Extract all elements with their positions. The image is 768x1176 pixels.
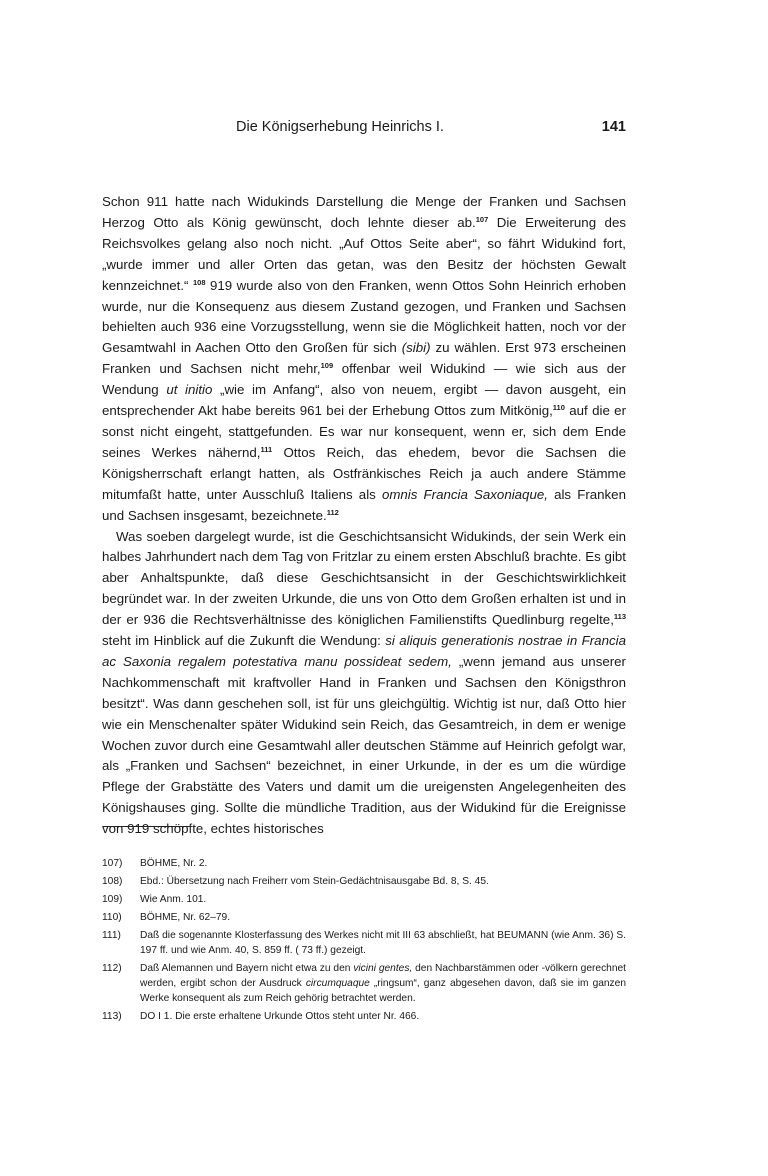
footnote-ref: 107	[475, 214, 489, 224]
footnote	[102, 928, 626, 958]
footnote-number: 109)	[102, 894, 123, 905]
latin-phrase: ut initio	[166, 382, 213, 398]
footnote-text: BÖHME, Nr. 2.	[140, 858, 208, 869]
footnotes	[102, 856, 626, 1027]
footnote-number: 110)	[102, 912, 122, 923]
footnote-text: Daß die sogenannte Klosterfassung des Werkes nicht mit III 63 abschließt, hat BEUMANN (wie Anm. 36) S. 197 ff. und wie Anm. 40, S. 859 ff. ( 73 ff.) gezeigt.	[140, 930, 626, 956]
footnote-number: 111)	[102, 930, 121, 941]
footnote	[102, 910, 626, 925]
latin-phrase: si aliquis generationis nostrae in Francia ac Saxonia regalem potestativa manu possideat sedem,	[102, 633, 626, 669]
footnote-ref: 113	[613, 612, 626, 622]
footnote-text: Wie Anm. 101.	[140, 894, 207, 905]
latin-phrase: omnis Francia Saxoniaque,	[381, 486, 548, 502]
footnote-ref: 108	[192, 277, 206, 287]
footnote	[102, 961, 626, 1006]
footnote-text: DO I 1. Die erste erhaltene Urkunde Ottos steht unter Nr. 466.	[140, 1011, 420, 1022]
footnote	[102, 856, 626, 871]
footnote	[102, 1009, 626, 1024]
footnote-ref: 110	[552, 403, 565, 413]
footnote	[102, 892, 626, 907]
footnote-text: Ebd.: Übersetzung nach Freiherr vom Stein-Gedächtnisausgabe Bd. 8, S. 45.	[140, 876, 489, 887]
latin-phrase: vicini gentes,	[353, 963, 413, 974]
footnote-number: 108)	[102, 876, 123, 887]
footnote-ref: 112	[326, 507, 339, 517]
footnote-number: 113)	[102, 1011, 122, 1022]
latin-phrase: (sibi)	[401, 340, 431, 356]
footnote-number: 112)	[102, 963, 122, 974]
footnote-separator	[103, 826, 189, 827]
footnote-text: Daß Alemannen und Bayern nicht etwa zu den vicini gentes, den Nachbarstämmen oder -völkern gerechnet werden, ergibt schon der Ausdruck circumquaque „ringsum“, ganz abgesehen davon, daß sie im ganzen Werke konsequent als zum Reich gehörig betrachtet werden.	[140, 963, 626, 1004]
footnote-text: BÖHME, Nr. 62–79.	[140, 912, 231, 923]
running-header	[236, 119, 626, 139]
page-number: 141	[601, 119, 626, 135]
paragraph-2: Was soeben dargelegt wurde, ist die Geschichtsansicht Widukinds, der sein Werk ein halbes Jahrhundert nach dem Tag von Fritzlar zu einem ersten Abschluß brachte. Es gibt aber Anhaltspunkte, daß diese Geschichtsansicht in der Geschichtswirklichkeit begründet war. In der zweiten Urkunde, die uns von Otto dem Großen erhalten ist und in der er 936 die Rechtsverhältnisse des königlichen Familienstifts Quedlinburg regelte,$^{113}$ steht im Hinblick auf die Zukunft die Wendung: si aliquis generationis nostrae in Francia ac Saxonia regalem potestativa manu possideat sedem, „wenn jemand aus unserer Nachkommenschaft mit kraftvoller Hand in Franken und Sachsen den Königsthron besitzt“. Was dann geschehen soll, ist für uns gleichgültig. Wichtig ist nur, daß Otto hier wie ein Menschenalter später Widukind sein Reich, das Gesamtreich, in dem er wenige Wochen zuvor durch eine Gesamtwahl aller deutschen Stämme auf Heinrich gefolgt war, als „Franken und Sachsen“ bezeichnet, in einer Urkunde, in der es um die würdige Pflege der Grabstätte des Vaters und damit um die ureigensten Angelegenheiten des Königshauses ging. Sollte die mündliche Tradition, aus der Widukind für die Ereignisse von 919 schöpfte, echtes historisches	[102, 528, 626, 837]
running-title: Die Königserhebung Heinrichs I.	[236, 119, 444, 135]
footnote-ref: 111	[260, 444, 273, 454]
latin-phrase: circumquaque	[305, 978, 370, 989]
body-text	[102, 192, 626, 840]
paragraph-1: Schon 911 hatte nach Widukinds Darstellung die Menge der Franken und Sachsen Herzog Otto als König gewünscht, doch lehnte dieser ab.$^{107}$ Die Erweiterung des Reichsvolkes gelang also noch nicht. „Auf Ottos Seite aber“, so fährt Widukind fort, „wurde immer und aller Orten das getan, was den Besitz der höchsten Gewalt kennzeichnet.“ $^{108}$ 919 wurde also von den Franken, wenn Ottos Sohn Heinrich erhoben wurde, nur die Konsequenz aus diesem Zustand gezogen, und Franken und Sachsen behielten auch 936 eine Vorzugsstellung, wenn sie die Möglichkeit hatten, noch vor der Gesamtwahl in Aachen Otto den Großen für sich (sibi) zu wählen. Erst 973 erscheinen Franken und Sachsen nicht mehr,$^{109}$ offenbar weil Widukind — wie sich aus der Wendung ut initio „wie im Anfang“, also von neuem, ergibt — davon ausgeht, ein entsprechender Akt habe bereits 961 bei der Erhebung Ottos zum Mitkönig,$^{110}$ auf die er sonst nicht eingeht, stattgefunden. Es war nur konsequent, wenn er, sich dem Ende seines Werkes nähernd,$^{111}$ Ottos Reich, das ehedem, bevor die Sachsen die Königsherrschaft erlangt hatten, als Ostfränkisches Reich ja auch andere Stämme mitumfaßt hatte, unter Ausschluß Italiens als omnis Francia Saxoniaque, als Franken und Sachsen insgesamt, bezeichnete.$^{112}$	[102, 194, 627, 523]
footnote-number: 107)	[102, 858, 123, 869]
footnote-ref: 109	[320, 361, 334, 371]
footnote	[102, 874, 626, 889]
